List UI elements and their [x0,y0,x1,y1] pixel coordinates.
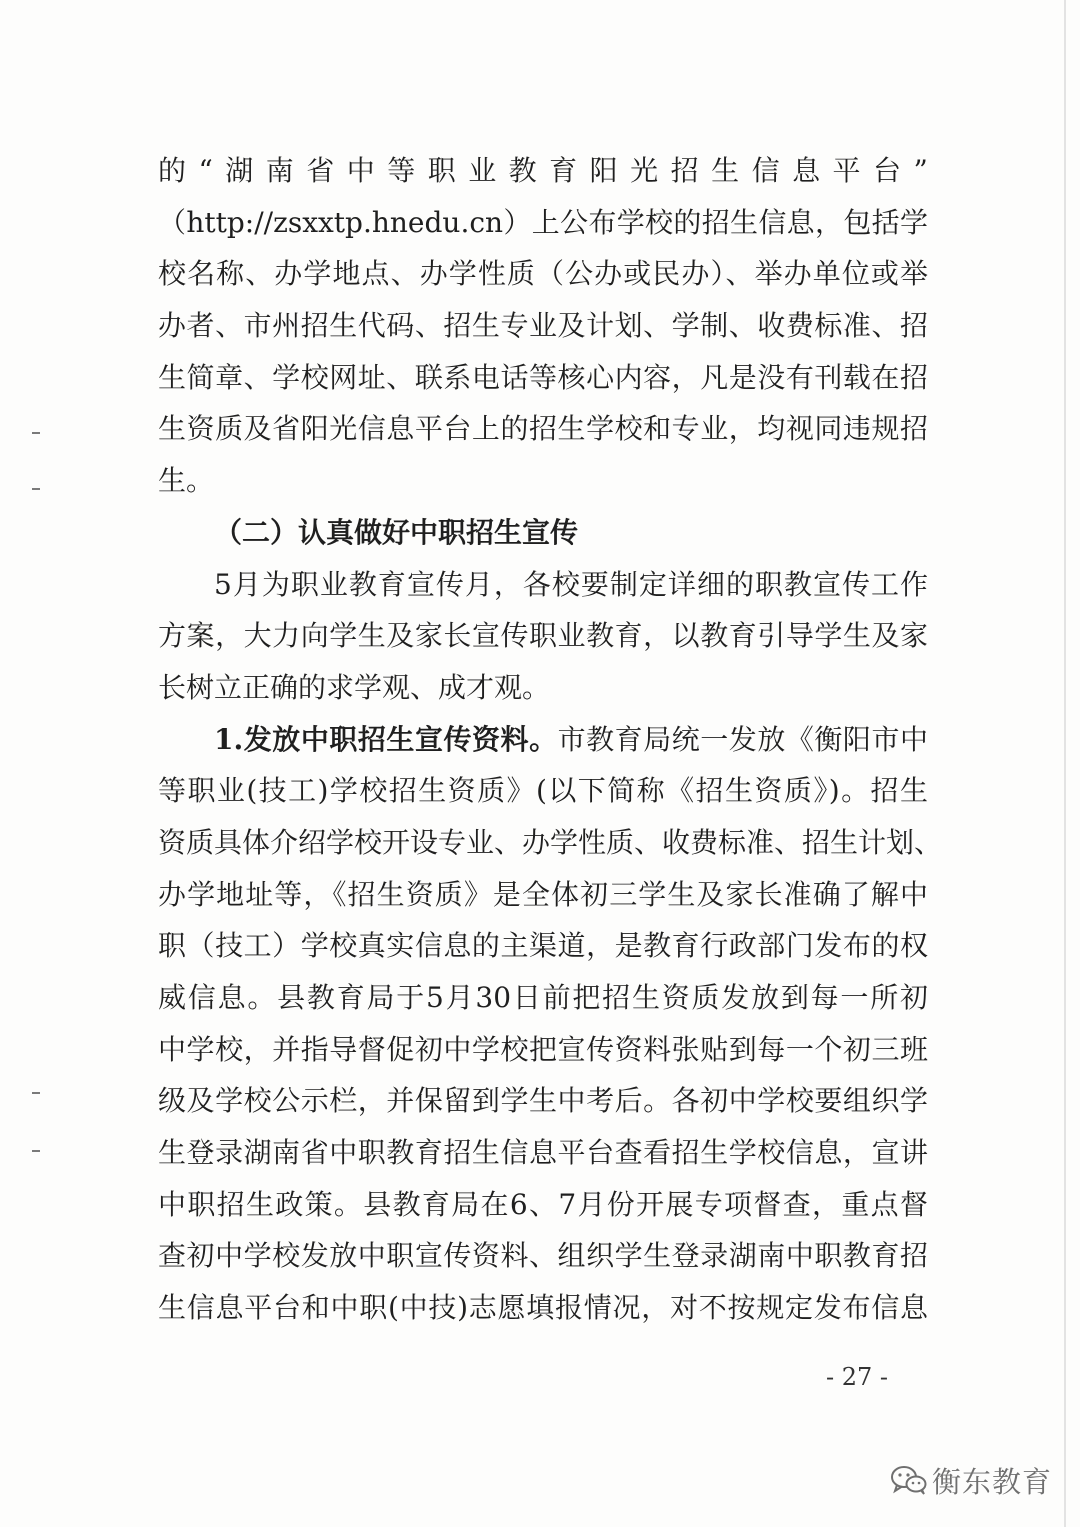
text-char: 的 [158,154,187,187]
section-heading: （二）认真做好中职招生宣传 [214,515,579,549]
text-line: 中学校，并指导督促初中学校把宣传资料张贴到每一个初三班 [158,1032,928,1066]
watermark [890,1458,1052,1502]
text-char: 等 [387,154,416,187]
text-line: 方案，大力向学生及家长宣传职业教育，以教育引导学生及家 [158,619,928,653]
text-line: 查初中学校发放中职宣传资料、组织学生登录湖南中职教育招 [158,1239,928,1273]
text-line [158,714,928,766]
text-line: 校名称、办学地点、办学性质（公办或民办）、举办单位或举 [158,257,928,291]
text-line: 职（技工）学校真实信息的主渠道，是教育行政部门发布的权 [158,929,928,963]
text-char: 职 [427,154,456,187]
text-line: 办学地址等，《招生资质》是全体初三学生及家长准确了解中 [158,877,928,911]
text-char: 光 [630,154,659,187]
text-line: 生简章、学校网址、联系电话等核心内容，凡是没有刊载在招 [158,360,928,394]
text-line: 级及学校公示栏，并保留到学生中考后。各初中学校要组织学 [158,1084,928,1118]
text-line: 生信息平台和中职(中技)志愿填报情况，对不按规定发布信息 [158,1291,928,1325]
text-line: （http://zsxxtp.hnedu.cn）上公布学校的招生信息，包括学 [158,205,928,239]
text-line: 资质具体介绍学校开设专业、办学性质、收费标准、招生计划、 [158,825,943,859]
text-char: 台 [873,154,902,187]
text-char: 息 [792,154,821,187]
text-char: 教 [508,154,537,187]
item-title: 1.发放中职招生宣传资料。 [214,722,558,756]
page-number: - 27 - [825,1363,888,1391]
margin-mark [32,1150,40,1152]
text-char: 信 [751,154,780,187]
text-char: ” [913,154,928,187]
text-line: 生。 [158,464,215,498]
text-char: 湖 [225,154,254,187]
text-char: 中 [346,154,375,187]
text-line: 生资质及省阳光信息平台上的招生学校和专业，均视同违规招 [158,412,928,446]
text-line: 等职业(技工)学校招生资质》(以下简称《招生资质》)。招生 [158,774,928,808]
text-char: 生 [711,154,740,187]
text-char: 业 [468,154,497,187]
page-edge [1064,0,1066,1527]
text-char: 阳 [589,154,618,187]
text-char: 南 [265,154,294,187]
text-line: 中职招生政策。县教育局在6、7月份开展专项督查，重点督 [158,1187,928,1221]
text-char: 省 [306,154,335,187]
wechat-icon [890,1464,928,1496]
margin-mark [32,432,40,434]
item-text: 市教育局统一发放《衡阳市中 [557,722,928,756]
text-line [158,145,928,197]
watermark-text: 衡东教育 [932,1464,1053,1499]
text-line: 威信息。县教育局于5月30日前把招生资质发放到每一所初 [158,981,928,1014]
text-char: 招 [670,154,699,187]
text-char: 育 [549,154,578,187]
text-line: 生登录湖南省中职教育招生信息平台查看招生学校信息，宣讲 [158,1136,928,1170]
text-line: 长树立正确的求学观、成才观。 [158,670,551,704]
margin-mark [32,1092,40,1094]
text-char: 平 [832,154,861,187]
text-line: 5月为职业教育宣传月，各校要制定详细的职教宣传工作 [214,567,928,601]
document-body [158,145,943,1334]
margin-mark [32,488,40,490]
text-line: 办者、市州招生代码、招生专业及计划、学制、收费标准、招 [158,309,928,343]
text-char: “ [198,154,213,187]
